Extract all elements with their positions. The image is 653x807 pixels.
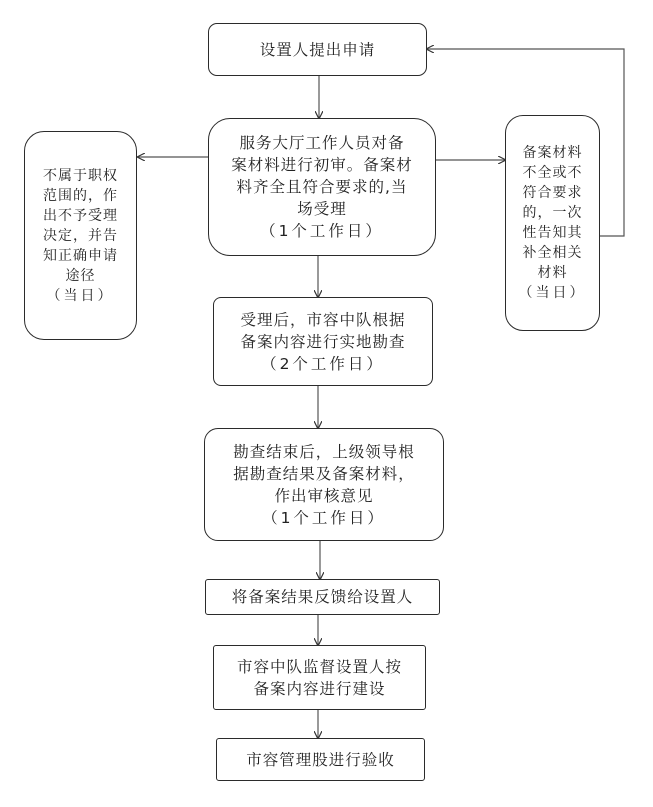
node-submit-application [208, 23, 427, 76]
node-text: 设置人提出申请 [259, 40, 376, 59]
node-text: 的，一次 [522, 205, 583, 221]
node-text: 市容中队监督设置人按 [236, 657, 402, 676]
node-supervise [213, 645, 426, 710]
node-text: 符合要求 [522, 185, 583, 201]
node-text: 决定，并告 [43, 227, 118, 244]
node-text: 勘查结束后，上级领导根 [233, 442, 415, 461]
node-text: 料齐全且符合要求的,当 [236, 178, 408, 196]
node-text: 作出审核意见 [274, 486, 374, 505]
node-duration: （2个工作日） [261, 354, 385, 373]
node-site-survey [213, 297, 433, 386]
node-text: 备案内容进行建设 [253, 679, 386, 698]
node-text: 服务大厅工作人员对备 [239, 134, 405, 152]
node-text: 性告知其 [522, 225, 583, 241]
node-text: 场受理 [297, 200, 347, 218]
node-duration: （1个工作日） [260, 222, 384, 240]
node-text: 不全或不 [522, 165, 583, 181]
node-text: 据勘查结果及备案材料， [233, 464, 415, 483]
node-text: 知正确申请 [43, 247, 118, 264]
node-text: 案材料进行初审。备案材 [231, 156, 413, 174]
node-incomplete-materials [505, 115, 600, 331]
node-text: 备案材料 [522, 145, 583, 161]
node-initial-review [208, 118, 436, 256]
node-feedback [205, 579, 440, 615]
node-duration: （当日） [518, 285, 587, 301]
node-duration: （当日） [46, 287, 115, 304]
node-text: 备案内容进行实地勘查 [240, 332, 406, 351]
node-text: 市容管理股进行验收 [246, 750, 395, 769]
node-text: 受理后，市容中队根据 [240, 310, 406, 329]
node-text: 出不予受理 [43, 207, 118, 224]
node-text: 将备案结果反馈给设置人 [231, 588, 414, 606]
node-text: 范围的，作 [43, 187, 118, 204]
node-duration: （1个工作日） [262, 508, 386, 527]
node-text: 补全相关 [522, 245, 583, 261]
node-text: 途径 [65, 267, 96, 284]
node-text: 材料 [537, 265, 568, 281]
node-acceptance [216, 738, 425, 781]
node-text: 不属于职权 [43, 167, 118, 184]
node-reject [24, 131, 137, 340]
node-audit [204, 428, 444, 541]
